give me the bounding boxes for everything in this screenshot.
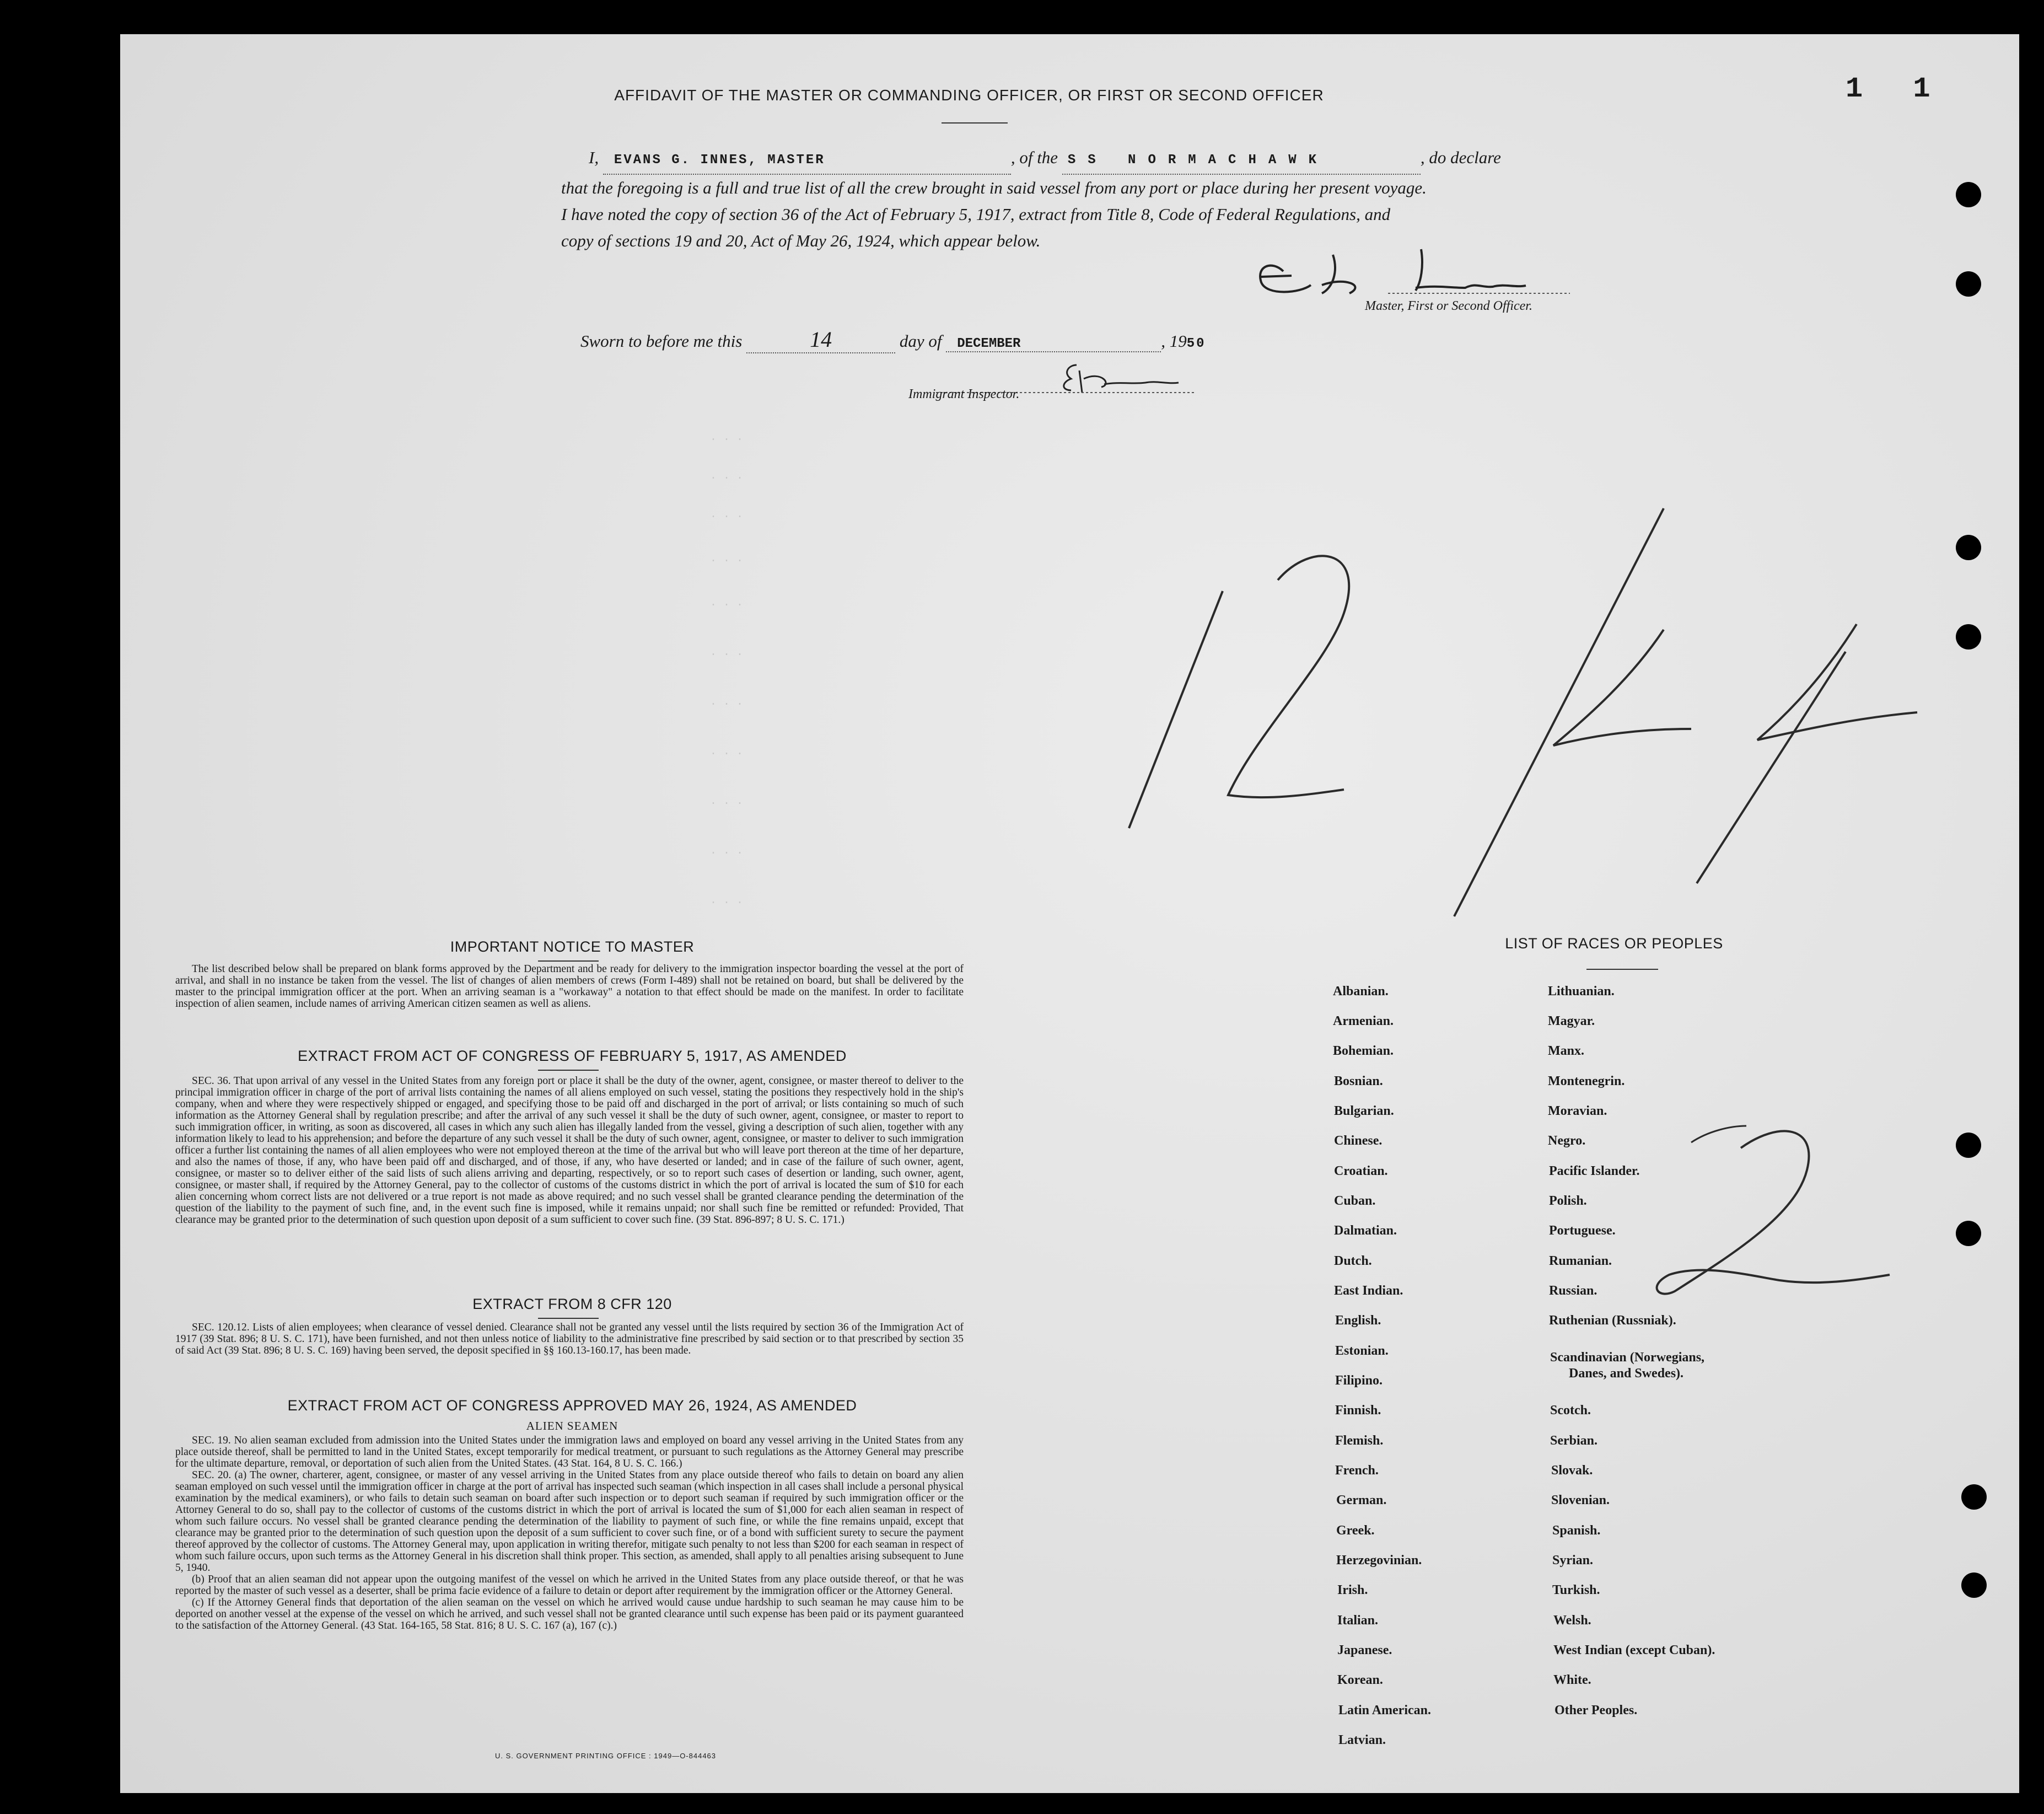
race-item: Chinese. bbox=[1334, 1134, 1383, 1148]
document-page: 1 1 AFFIDAVIT OF THE MASTER OR COMMANDING OFFICER, OR FIRST OR SECOND OFFICER I, EVANS G. INNES, MASTER , of the SS NORMACHAWK , do declare that the foregoing is a full and true list of all the crew brought in said vessel from any port or place during her present voyage. I have noted the copy of section 36 of the Act of February 5, 1917, extract from Title 8, Code of Federal Regulations, and copy of sections 19 and 20, Act of May 26, 1924, which appear below. Master, First or Second Officer. Sworn to before me this 14 day of DECEMBER , 1950 Immigrant Inspector. . . . . . . . . . . . . . . . . . . . . . . . . . . . . . . . . . 12/14 2 IMPORTANT NOTICE TO MASTER The list described below shall be prepared on blank forms approved by the Department and be ready for delivery to the immigration inspector boarding the vessel at the port of arrival, and shall in no instance be taken from the vessel. The list of changes of alien members of crews (Form I-489) shall not be retained on board, but shall be delivered by the master to the principal immigration officer at the port. When an arriving seaman is a "workaway" a notation to that effect should be made on the manifest. In order to facilitate inspection of alien seamen, include names of arriving American citizen seamen as well as aliens. EXTRACT FROM ACT OF CONGRESS OF FEBRUARY 5, 1917, AS AMENDED SEC. 36. That upon arrival of any vessel in the United States from any foreign port or place it shall be the duty of the owner, agent, consignee, or master thereof to deliver to the principal immigration officer in charge of the port of arrival lists containing the names of all aliens employed on such vessel, stating the positions they respectively hold in the ship's company, when and where they were respectively shipped or engaged, and specifying those to be paid off and discharged in the port of arrival; or lists containing so much of such information as the Attorney General shall by regulation prescribe; and after the arrival of any such vessel it shall be the duty of such owner, agent, consignee, or master to report to such immigration officer, in writing, as soon as discovered, all cases in which any such alien has illegally landed from the vessel, giving a description of such alien, together with any information likely to lead to his apprehension; and before the departure of any such vessel it shall be the duty of such owner, agent, consignee, or master to deliver to such immigration officer a further list containing the names of all alien employees who were not employed thereon at the time of the arrival but who will leave port thereon at the time of her departure, and also the names of those, if any, who have been paid off and discharged, and of those, if any, who have deserted or landed; and in case of the failure of such owner, agent, consignee, or master so to deliver either of the said lists of such aliens arriving and departing, respectively, or so to report such cases of desertion or landing, such owner, agent, consignee, or master shall, if required by the Attorney General, pay to the collector of customs of the customs district in which the port of arrival is located the sum of $10 for each alien concerning whom correct lists are not delivered or a true report is not made as above required; and no such vessel shall be granted clearance pending the determination of the question of the liability to the payment of such fine, and, in the event such fine is imposed, while it remains unpaid; nor shall such fine be remitted or refunded: Provided, That clearance may be granted prior to the determination of such question upon deposit of a sum sufficient to cover such fine. (39 Stat. 896-897; 8 U. S. C. 171.) EXTRACT FROM 8 CFR 120 SEC. 120.12. Lists of alien employees; when clearance of vessel denied. Clearance shall not be granted any vessel until the lists required by section 36 of the Immigration Act of 1917 (39 Stat. 896; 8 U. S. C. 171), have been furnished, and not then unless notice of liability to the administrative fine prescribed by said section or to that prescribed by section 35 of said Act (39 Stat. 896; 8 U. S. C. 169) having been served, the deposit specified in §§ 160.13-160.17, has been made. EXTRACT FROM ACT OF CONGRESS APPROVED MAY 26, 1924, AS AMENDED ALIEN SEAMEN SEC. 19. No alien seaman excluded from admission into the United States under the immigration laws and employed on board any vessel arriving in the United States from any place outside thereof, shall be permitted to land in the United States, except temporarily for medical treatment, or pursuant to such regulations as the Attorney General may prescribe for the ultimate departure, removal, or deportation of such alien from the United States. (43 Stat. 164, 8 U. S. C. 166.) SEC. 20. (a) The owner, charterer, agent, consignee, or master of any vessel arriving in the United States from any place outside thereof who fails to detain on board any alien seaman employed on such vessel until the immigration officer in charge at the port of arrival has inspected such seaman (which inspection in all cases shall include a personal physical examination by the medical examiners), or who fails to detain such seaman on board after such inspection or to deport such seaman if required by such immigration officer or the Attorney General to do so, shall pay to the collector of customs of the customs district in which the port of arrival is located the sum of $1,000 for each alien seaman in respect of whom such failure occurs. No vessel shall be granted clearance pending the determination of the liability to payment of such fine, or while the fine remains unpaid, except that clearance may be granted prior to the determination of such question upon the deposit of a sum sufficient to cover such fine, or of a bond with sufficient surety to secure the payment thereof approved by the collector of customs. The Attorney General may, upon application in writing therefor, mitigate such penalty to not less than $200 for each seaman in respect of whom such failure occurs, upon such terms as the Attorney General in his discretion shall think proper. This section, as amended, shall apply to all penalties arising subsequent to June 5, 1940. (b) Proof that an alien seaman did not appear upon the outgoing manifest of the vessel on which he arrived in the United States from any place outside thereof, or that he was reported by the master of such vessel as a deserter, shall be prima facie evidence of a failure to detain or deport after requirement by the immigration officer or the Attorney General. (c) If the Attorney General finds that deportation of the alien seaman on the vessel on which he arrived would cause undue hardship to such seaman he may cause him to be deported on another vessel at the expense of the vessel on which he arrived, and such vessel shall not be granted clearance until such expense has been paid or its payment guaranteed to the satisfaction of the Attorney General. (43 Stat. 164-165, 58 Stat. 816; 8 U. S. C. 167 (a), 167 (c).) U. S. GOVERNMENT PRINTING OFFICE : 1949—O-844463 LIST OF RACES OR PEOPLES Albanian. Armenian. Bohemian. Bosnian. Bulgarian. Chinese. Croatian. Cuban. Dalmatian. Dutch. East Indian. English. Estonian. Filipino. Finnish. Flemish. French. German. Greek. Herzegovinian. Irish. Italian. Japanese. Korean. Latin American. Latvian. Lithuanian. Magyar. Manx. Montenegrin. Moravian. Negro. Pacific Islander. Polish. Portuguese. Rumanian. Russian. Ruthenian (Russniak). Scandinavian (Norwegians, Danes, and Swedes). Scotch. Serbian. Slovak. Slovenian. Spanish. Syrian. Turkish. Welsh. West Indian (except Cuban). White. Other Peoples. bbox=[120, 34, 2019, 1793]
notice-title: IMPORTANT NOTICE TO MASTER bbox=[450, 938, 695, 955]
vessel-name: SS NORMACHAWK bbox=[1067, 153, 1329, 168]
race-item: Syrian. bbox=[1552, 1553, 1594, 1568]
races-right-column bbox=[1548, 34, 1934, 1793]
binder-hole bbox=[1956, 1221, 1981, 1246]
binder-hole bbox=[1956, 182, 1981, 207]
year-prefix: , 19 bbox=[1161, 331, 1187, 351]
race-item: Dutch. bbox=[1334, 1254, 1372, 1268]
race-item: Irish. bbox=[1337, 1583, 1368, 1597]
race-item: Finnish. bbox=[1335, 1403, 1381, 1418]
affidavit-line-4: copy of sections 19 and 20, Act of May 26, 1924, which appear below. bbox=[561, 231, 1041, 250]
race-item: Turkish. bbox=[1552, 1583, 1600, 1597]
signature-caption: Master, First or Second Officer. bbox=[1365, 299, 1532, 313]
race-item: Welsh. bbox=[1553, 1613, 1591, 1628]
corner-marks: 1 1 bbox=[1846, 73, 1947, 105]
affidavit-title: AFFIDAVIT OF THE MASTER OR COMMANDING OFFICER, OR FIRST OR SECOND OFFICER bbox=[614, 87, 1324, 104]
race-item: Russian. bbox=[1549, 1284, 1597, 1298]
master-name: EVANS G. INNES, MASTER bbox=[614, 153, 825, 168]
race-item: Other Peoples. bbox=[1554, 1703, 1638, 1718]
year-suffix: 50 bbox=[1186, 336, 1206, 351]
race-item: Dalmatian. bbox=[1334, 1223, 1397, 1238]
extract-cfr-title: EXTRACT FROM 8 CFR 120 bbox=[472, 1296, 672, 1312]
race-item: English. bbox=[1335, 1313, 1381, 1328]
race-item: West Indian (except Cuban). bbox=[1553, 1643, 1715, 1657]
race-item: Spanish. bbox=[1552, 1523, 1601, 1538]
race-item: Magyar. bbox=[1548, 1014, 1595, 1028]
race-item: Herzegovinian. bbox=[1336, 1553, 1422, 1568]
race-item: White. bbox=[1553, 1673, 1591, 1687]
race-item: Montenegrin. bbox=[1548, 1074, 1625, 1088]
inspector-caption: Immigrant Inspector. bbox=[908, 387, 1020, 401]
of-the-label: , of the bbox=[1010, 148, 1058, 167]
notice-rule bbox=[538, 960, 599, 962]
race-item: Cuban. bbox=[1334, 1194, 1376, 1208]
race-item: Ruthenian (Russniak). bbox=[1549, 1313, 1676, 1328]
race-item: German. bbox=[1336, 1493, 1387, 1507]
extract-cfr-text: SEC. 120.12. Lists of alien employees; when clearance of vessel denied. Clearance shall not be granted any vessel until the lists required by section 36 of the Immigration Act of 1917 (39 Stat. 896; 8 U. S. C. 171), have been furnished, and not then unless notice of liability to the administrative fine prescribed by said section or to that prescribed by section 35 of said Act (39 Stat. 896; 8 U. S. C. 169) having been served, the deposit specified in §§ 160.13-160.17, has been made. bbox=[175, 1322, 964, 1356]
binder-hole bbox=[1961, 1573, 1987, 1598]
race-item: Filipino. bbox=[1335, 1373, 1383, 1388]
race-item: Flemish. bbox=[1335, 1434, 1384, 1448]
sworn-line bbox=[580, 326, 1206, 353]
printer-footer: U. S. GOVERNMENT PRINTING OFFICE : 1949—O-844463 bbox=[495, 1752, 717, 1760]
notice-text: The list described below shall be prepared on blank forms approved by the Department and be ready for delivery to the immigration inspector boarding the vessel at the port of arrival, and shall in no instance be taken from the vessel. The list of changes of alien members of crews (Form I-489) shall not be retained on board, but shall be delivered by the master to the principal immigration officer at the port. When an arriving seaman is a "workaway" a notation to that effect should be made on the manifest. In order to facilitate inspection of alien seamen, include names of arriving American citizen seamen as well as aliens. bbox=[175, 963, 964, 1010]
race-item: Slovenian. bbox=[1551, 1493, 1610, 1507]
race-item: Moravian. bbox=[1548, 1104, 1607, 1118]
binder-hole bbox=[1956, 624, 1981, 650]
extract-1924-subtitle: ALIEN SEAMEN bbox=[526, 1419, 618, 1432]
race-item: Korean. bbox=[1337, 1673, 1383, 1687]
extract-1917-rule bbox=[538, 1070, 599, 1071]
race-item: Negro. bbox=[1548, 1134, 1586, 1148]
race-item: Bohemian. bbox=[1333, 1044, 1394, 1058]
race-item: Estonian. bbox=[1335, 1344, 1389, 1358]
race-item: Slovak. bbox=[1551, 1463, 1593, 1478]
race-item: Albanian. bbox=[1333, 984, 1389, 999]
i-label: I, bbox=[589, 148, 599, 167]
extract-1924-text: SEC. 19. No alien seaman excluded from admission into the United States under the immigration laws and employed on board any vessel arriving in the United States from any place outside thereof, shall be permitted to land in the United States, except temporarily for medical treatment, or pursuant to such regulations as the Attorney General may prescribe for the ultimate departure, removal, or deportation of such alien from the United States. (43 Stat. 164, 8 U. S. C. 166.) SEC. 20. (a) The owner, charterer, agent, consignee, or master of any vessel arriving in the United States from any place outside thereof who fails to detain on board any alien seaman employed on such vessel until the immigration officer in charge at the port of arrival has inspected such seaman (which inspection in all cases shall include a personal physical examination by the medical examiners), or who fails to detain such seaman on board after such inspection or to deport such seaman if required by such immigration officer or the Attorney General to do so, shall pay to the collector of customs of the customs district in which the port of arrival is located the sum of $1,000 for each alien seaman in respect of whom such failure occurs. No vessel shall be granted clearance pending the determination of the liability to payment of such fine, or while the fine remains unpaid, except that clearance may be granted prior to the determination of such question upon the deposit of a sum sufficient to cover such fine, or of a bond with sufficient surety to secure the payment thereof approved by the collector of customs. The Attorney General may, upon application in writing therefor, mitigate such penalty to not less than $200 for each seaman in respect of whom such failure occurs, upon such terms as the Attorney General in his discretion shall think proper. This section, as amended, shall apply to all penalties arising subsequent to June 5, 1940. (b) Proof that an alien seaman did not appear upon the outgoing manifest of the vessel on which he arrived in the United States from any place outside thereof, or that he was reported by the master of such vessel as a deserter, shall be prima facie evidence of a failure to detain or deport after requirement by the immigration officer or the Attorney General. (c) If the Attorney General finds that deportation of the alien seaman on the vessel on which he arrived would cause undue hardship to such seaman he may cause him to be deported on another vessel at the expense of the vessel on which he arrived, and such vessel shall not be granted clearance until such expense has been paid or its payment guaranteed to the satisfaction of the Attorney General. (43 Stat. 164-165, 58 Stat. 816; 8 U. S. C. 167 (a), 167 (c).) bbox=[175, 1435, 964, 1631]
binder-hole bbox=[1956, 271, 1981, 297]
extract-1924-title: EXTRACT FROM ACT OF CONGRESS APPROVED MAY 26, 1924, AS AMENDED bbox=[287, 1397, 857, 1414]
extract-1917-text: SEC. 36. That upon arrival of any vessel in the United States from any foreign port or place it shall be the duty of the owner, agent, consignee, or master thereof to deliver to the principal immigration officer in charge of the port of arrival lists containing the names of all aliens employed on such vessel, stating the positions they respectively hold in the ship's company, when and where they were respectively shipped or engaged, and specifying those to be paid off and discharged in the port of arrival; or lists containing so much of such information as the Attorney General shall by regulation prescribe; and after the arrival of any such vessel it shall be the duty of such owner, agent, consignee, or master to report to such immigration officer, in writing, as soon as discovered, all cases in which any such alien has illegally landed from the vessel, giving a description of such alien, together with any information likely to lead to his apprehension; and before the departure of any such vessel it shall be the duty of such owner, agent, consignee, or master to deliver to such immigration officer a further list containing the names of all alien employees who were not employed thereon at the time of the arrival but who will leave port thereon at the time of her departure, and also the names of those, if any, who have been paid off and discharged, and of those, if any, who have deserted or landed; and in case of the failure of such owner, agent, consignee, or master so to deliver either of the said lists of such aliens arriving and departing, respectively, or so to report such cases of desertion or landing, such owner, agent, consignee, or master shall, if required by the Attorney General, pay to the collector of customs of the customs district in which the port of arrival is located the sum of $10 for each alien concerning whom correct lists are not delivered or a true report is not made as above required; and no such vessel shall be granted clearance pending the determination of the question of the liability to the payment of such fine, and, in the event such fine is imposed, while it remains unpaid; nor shall such fine be remitted or refunded: Provided, That clearance may be granted prior to the determination of such question upon deposit of a sum sufficient to cover such fine. (39 Stat. 896-897; 8 U. S. C. 171.) bbox=[175, 1075, 964, 1226]
sworn-month: DECEMBER bbox=[957, 336, 1021, 351]
race-item: Japanese. bbox=[1337, 1643, 1392, 1657]
race-item: Bosnian. bbox=[1334, 1074, 1383, 1088]
day-of-label: day of bbox=[899, 331, 942, 351]
race-item: Greek. bbox=[1336, 1523, 1375, 1538]
binder-hole bbox=[1956, 535, 1981, 560]
declare-label: , do declare bbox=[1420, 148, 1501, 167]
date-mark-text: 12/14 bbox=[1112, 486, 1114, 487]
race-item: Polish. bbox=[1549, 1194, 1587, 1208]
extract-cfr-rule bbox=[538, 1318, 599, 1319]
page-mark-text: 2 bbox=[1636, 1109, 1637, 1110]
race-item: Pacific Islander. bbox=[1549, 1164, 1640, 1178]
race-item: Serbian. bbox=[1550, 1434, 1598, 1448]
races-title: LIST OF RACES OR PEOPLES bbox=[1505, 935, 1723, 952]
race-item: Scotch. bbox=[1550, 1403, 1591, 1418]
race-item: Portuguese. bbox=[1549, 1223, 1616, 1238]
binder-hole bbox=[1956, 1133, 1981, 1158]
race-item: Italian. bbox=[1337, 1613, 1379, 1628]
race-item: Latvian. bbox=[1338, 1733, 1386, 1747]
binder-hole bbox=[1961, 1484, 1987, 1510]
sworn-day: 14 bbox=[810, 327, 832, 352]
title-rule bbox=[942, 122, 1008, 124]
race-item: Croatian. bbox=[1334, 1164, 1388, 1178]
race-item: Armenian. bbox=[1333, 1014, 1394, 1028]
race-item: Rumanian. bbox=[1549, 1254, 1612, 1268]
race-item: Bulgarian. bbox=[1334, 1104, 1394, 1118]
extract-1917-title: EXTRACT FROM ACT OF CONGRESS OF FEBRUARY 5, 1917, AS AMENDED bbox=[298, 1048, 847, 1064]
race-item: Manx. bbox=[1548, 1044, 1584, 1058]
affidavit-line-2: that the foregoing is a full and true list of all the crew brought in said vessel from any port or place during her present voyage. bbox=[561, 178, 1427, 197]
race-item: Latin American. bbox=[1338, 1703, 1431, 1718]
race-item: Danes, and Swedes). bbox=[1569, 1366, 1684, 1381]
race-item: Scandinavian (Norwegians, bbox=[1550, 1350, 1705, 1365]
affidavit-line-3: I have noted the copy of section 36 of the Act of February 5, 1917, extract from Title 8, Code of Federal Regulations, and bbox=[561, 205, 1391, 224]
race-item: East Indian. bbox=[1334, 1284, 1403, 1298]
race-item: French. bbox=[1335, 1463, 1379, 1478]
sworn-label: Sworn to before me this bbox=[580, 331, 743, 351]
race-item: Lithuanian. bbox=[1548, 984, 1615, 999]
